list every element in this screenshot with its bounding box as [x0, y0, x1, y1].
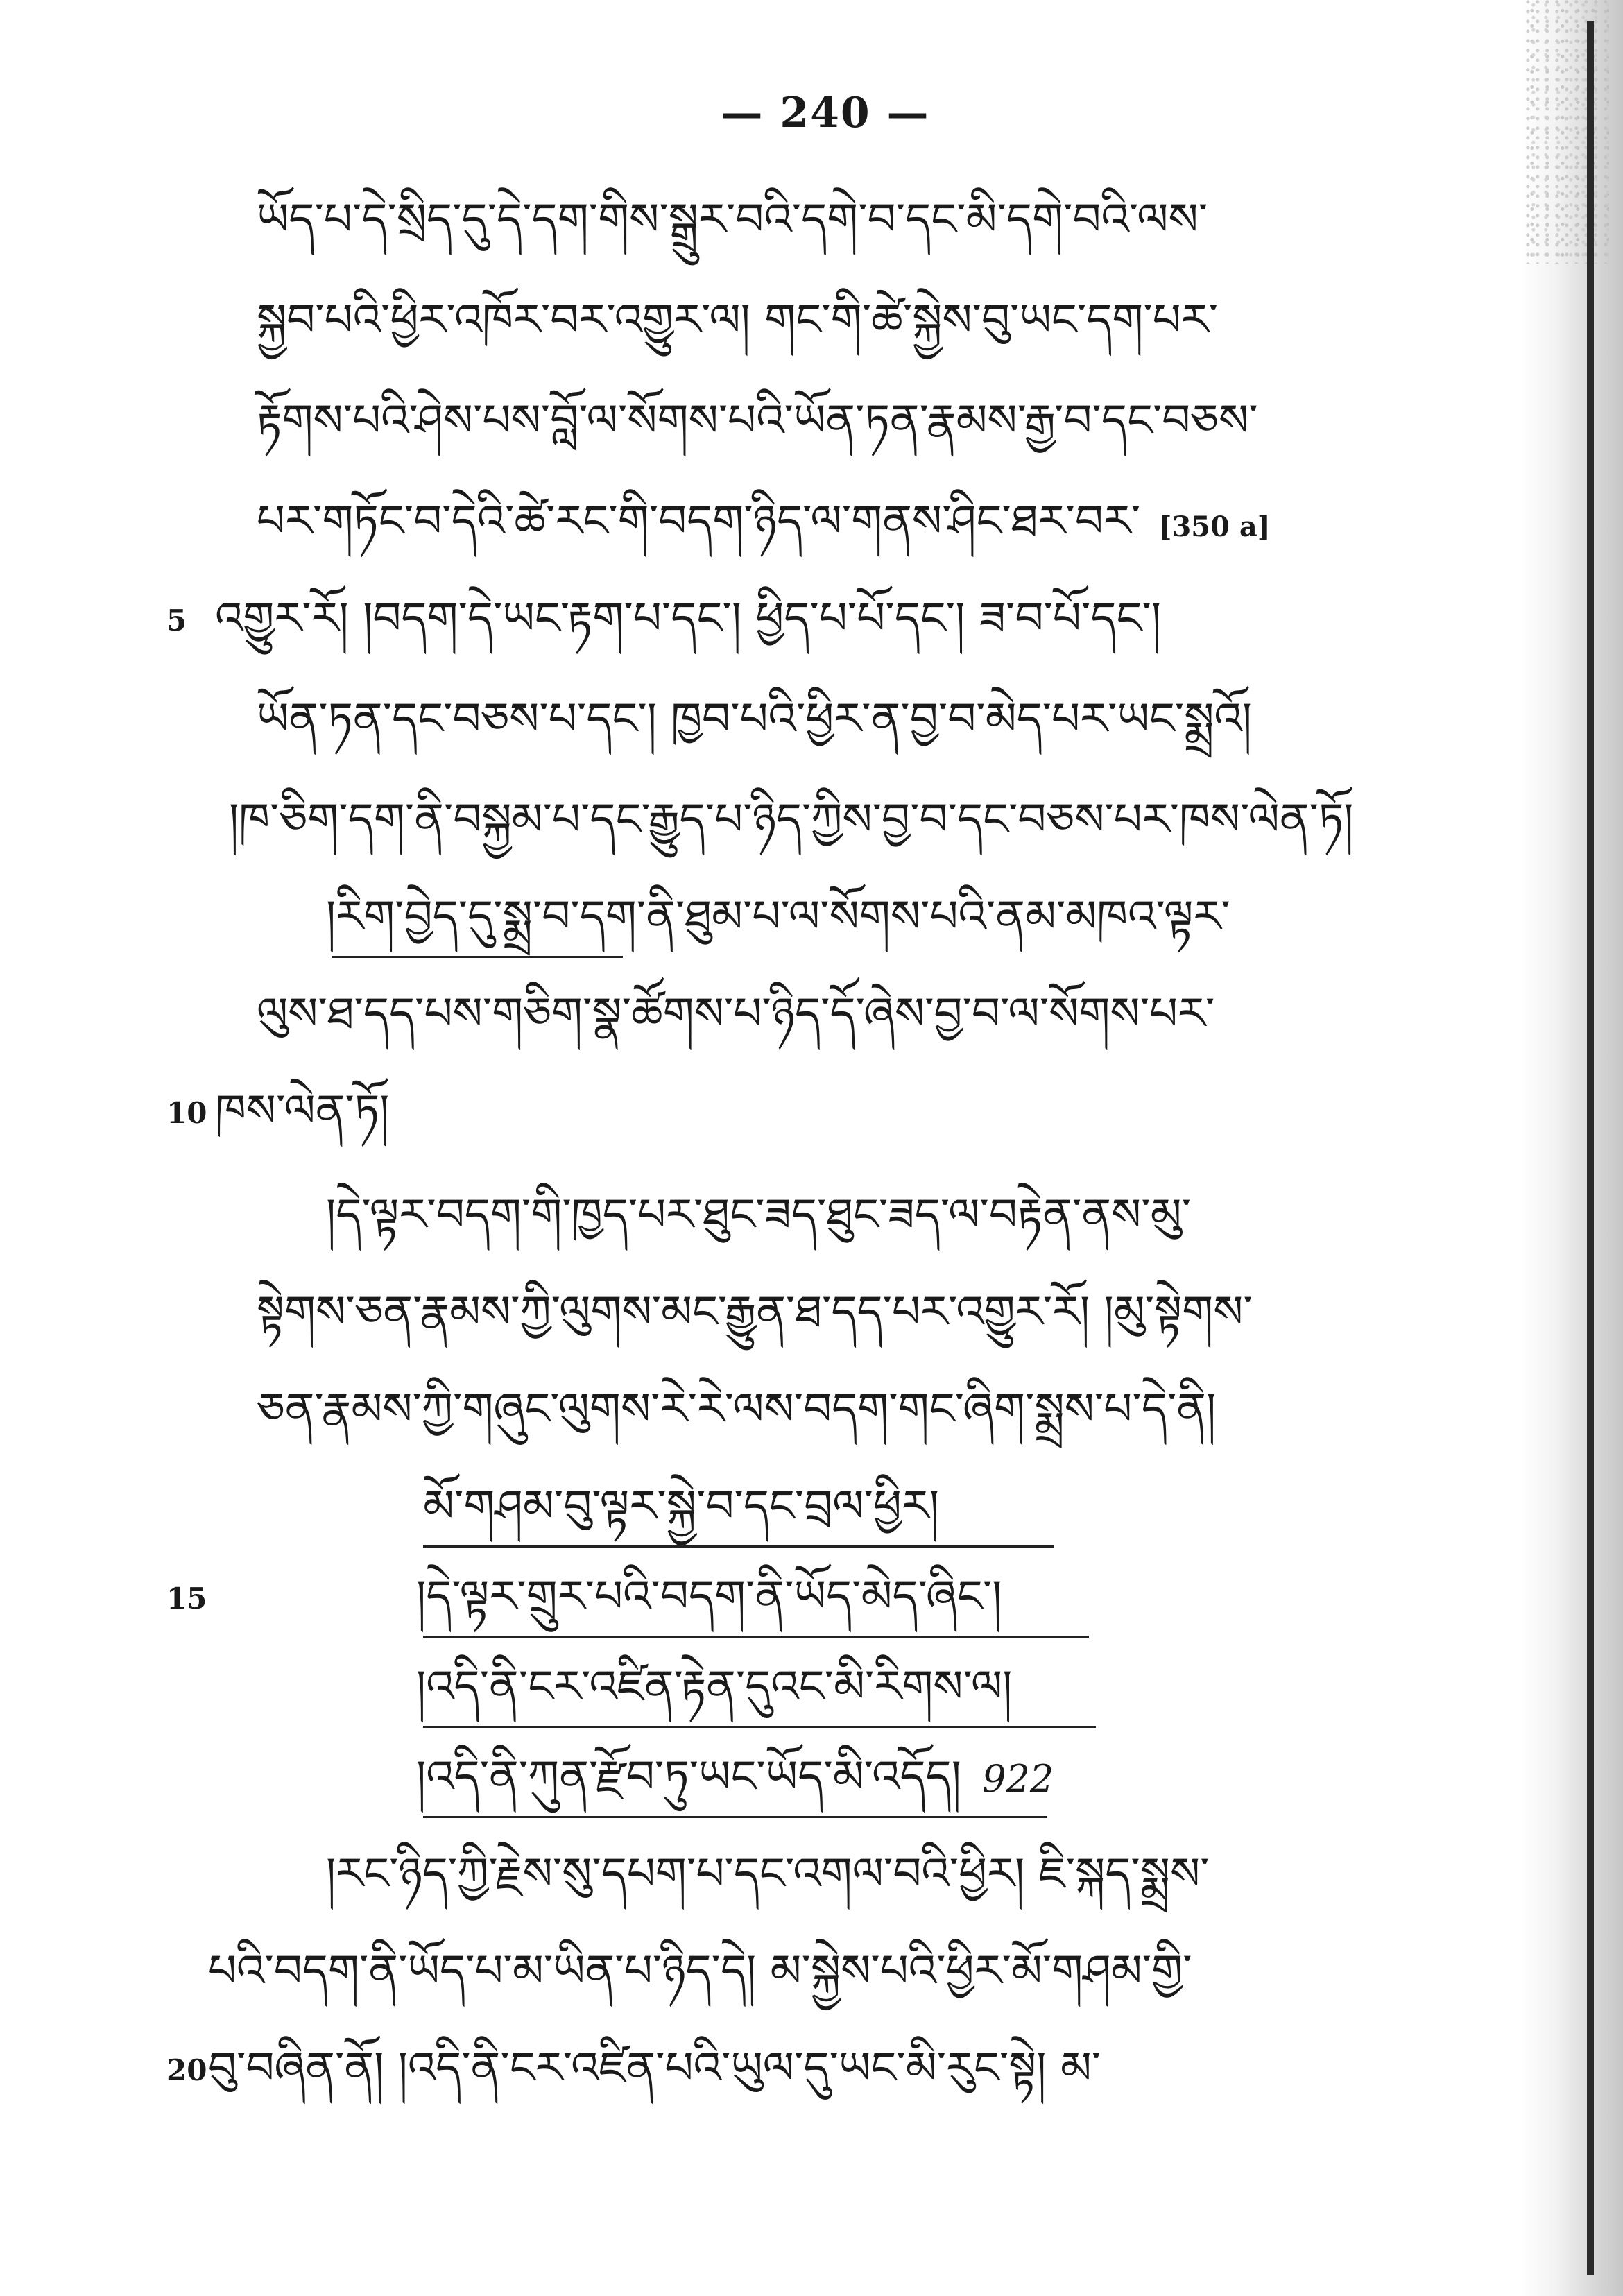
binding-edge-line	[1587, 21, 1594, 2275]
line-number: 15	[166, 1582, 207, 1616]
line-text: སྐྱབ་པའི་ཕྱིར་འཁོར་བར་འགྱུར་ལ། གང་གི་ཚེ་སྐྱེས་བུ་ཡང་དག་པར་	[257, 295, 1219, 346]
text-line-4	[257, 496, 1271, 547]
line-text: །ཁ་ཅིག་དག་ནི་བསྐྱམ་པ་དང་རྒྱུད་པ་ཉིད་ཀྱིས་བྱ་བ་དང་བཅས་པར་ཁས་ལེན་ཏོ།	[229, 794, 1354, 846]
page-number: — 240 —	[721, 89, 930, 137]
line-text: སྟེགས་ཅན་རྣམས་ཀྱི་ལུགས་མང་རྒྱུན་ཐ་དད་པར་འགྱུར་རོ། །མུ་སྟེགས་	[257, 1287, 1253, 1338]
line-text: ལུས་ཐ་དད་པས་གཅིག་སྣ་ཚོགས་པ་ཉིད་དོ་ཞེས་བྱ་བ་ལ་སོགས་པར་	[257, 988, 1215, 1040]
text-line-11	[326, 1190, 1192, 1241]
underline-mark	[423, 1636, 1089, 1638]
line-text: མོ་གཤམ་བུ་ལྟར་སྐྱེ་བ་དང་བྲལ་ཕྱིར།	[423, 1481, 939, 1532]
text-line-8	[326, 891, 1230, 943]
text-line-18	[326, 1849, 1210, 1900]
line-text: རྟོགས་པའི་ཤེས་པས་བློ་ལ་སོགས་པའི་ཡོན་ཏན་རྣམས་རྒྱ་བ་དང་བཅས་	[257, 395, 1258, 447]
line-text: ཅན་རྣམས་ཀྱི་གཞུང་ལུགས་རེ་རེ་ལས་བདག་གང་ཞིག་སྨྲས་པ་དེ་ནི།	[257, 1384, 1217, 1435]
text-line-5	[215, 593, 1162, 644]
text-line-19	[208, 1946, 1192, 1997]
underline-mark	[423, 1726, 1096, 1728]
line-text: པར་གཏོང་བ་དེའི་ཚེ་རང་གི་བདག་ཉིད་ལ་གནས་ཤིང་ཐར་བར་	[257, 496, 1141, 547]
verse-line-3	[416, 1661, 1013, 1713]
line-text: པའི་བདག་ནི་ཡོད་པ་མ་ཡིན་པ་ཉིད་དེ། མ་སྐྱེས་པའི་ཕྱིར་མོ་གཤམ་གྱི་	[208, 1946, 1192, 1997]
text-line-10	[215, 1086, 390, 1137]
folio-reference: [350 a]	[1158, 511, 1271, 543]
verse-line-2	[416, 1571, 1002, 1622]
text-line-1	[257, 194, 1208, 246]
line-text: ཡོད་པ་དེ་སྲིད་དུ་དེ་དག་གིས་སྒྲུར་བའི་དགེ་བ་དང་མི་དགེ་བའི་ལས་	[257, 194, 1208, 246]
text-line-2	[257, 295, 1219, 346]
line-text: །འདི་ནི་ཀུན་རྫོབ་ཏུ་ཡང་ཡོད་མི་འདོད།	[416, 1751, 961, 1803]
verse-line-1	[423, 1481, 939, 1532]
line-text: །རིག་བྱེད་དུ་སྨྲ་བ་དག་ནི་ཐུམ་པ་ལ་སོགས་པའི་ནམ་མཁའ་ལྟར་	[326, 891, 1230, 943]
line-text: འགྱུར་རོ། །བདག་དེ་ཡང་རྟག་པ་དང་། ཕྱིད་པ་པོ་དང་། ཟ་བ་པོ་དང་།	[215, 593, 1162, 644]
underline-mark	[423, 1545, 1054, 1548]
line-text: །འདི་ནི་ངར་འཛིན་རྟེན་དུའང་མི་རིགས་ལ།	[416, 1661, 1013, 1713]
line-number: 10	[166, 1096, 207, 1130]
text-line-12	[257, 1287, 1253, 1338]
underline-mark	[423, 1816, 1047, 1818]
line-text: །དེ་ལྟར་གྲུར་པའི་བདག་ནི་ཡོད་མེད་ཞིང་།	[416, 1571, 1002, 1622]
verse-number: 922	[982, 1757, 1054, 1801]
line-text: བུ་བཞིན་ནོ། །འདི་ནི་ངར་འཛིན་པའི་ཡུལ་དུ་ཡང་མི་རུང་སྟེ། མ་	[208, 2043, 1101, 2094]
text-line-3	[257, 395, 1258, 447]
line-text: །རང་ཉིད་ཀྱི་རྗེས་སུ་དཔག་པ་དང་འགལ་བའི་ཕྱིར། ཇི་སྐད་སྨྲས་	[326, 1849, 1210, 1900]
text-line-7	[229, 794, 1354, 846]
scan-shadow	[1519, 0, 1623, 2296]
text-line-6	[257, 694, 1252, 745]
line-text: ཡོན་ཏན་དང་བཅས་པ་དང་། ཁྱབ་པའི་ཕྱིར་ན་བྱ་བ་མེད་པར་ཡང་སྨྲའོ།	[257, 694, 1252, 745]
line-text: ཁས་ལེན་ཏོ།	[215, 1086, 390, 1137]
line-number: 20	[166, 2053, 207, 2087]
text-line-9	[257, 988, 1215, 1040]
line-text: །དེ་ལྟར་བདག་གི་ཁྱད་པར་ཐུང་ཟད་ཐུང་ཟད་ལ་བརྟེན་ནས་མུ་	[326, 1190, 1192, 1241]
text-line-13	[257, 1384, 1217, 1435]
verse-line-4	[416, 1751, 1054, 1803]
underline-mark	[332, 956, 623, 958]
text-line-20	[208, 2043, 1101, 2094]
scan-speckle	[1526, 0, 1609, 264]
line-number: 5	[166, 603, 187, 637]
